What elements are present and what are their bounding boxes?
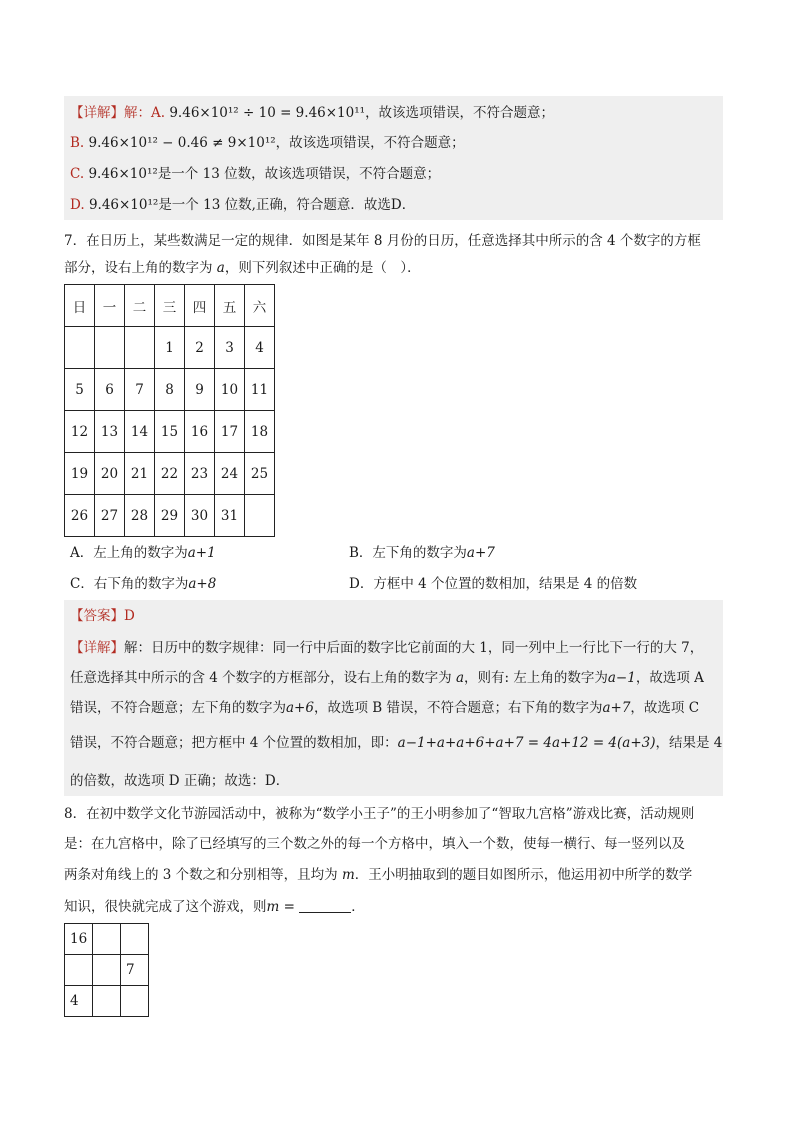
grid-cell — [65, 955, 93, 986]
grid-cell: 4 — [65, 986, 93, 1017]
answer-label: 【答案】 — [70, 608, 124, 624]
detail-label: 【详解】 — [70, 105, 124, 121]
calendar-cell: 19 — [65, 453, 95, 495]
q7-analysis-line5: 的倍数，故选项 D 正确；故选：D． — [70, 773, 290, 789]
weekday-header: 二 — [125, 285, 155, 327]
q7-option-b: B．左下角的数字为a+7 — [349, 545, 495, 561]
q7-stem-line1: 7．在日历上，某些数满足一定的规律．如图是某年 8 月份的日历，任意选择其中所示的含 4 个数字的方框 — [64, 233, 701, 249]
calendar-cell: 6 — [95, 369, 125, 411]
weekday-header: 五 — [215, 285, 245, 327]
q6-analysis-line1: 【详解】解：A. 9.46×10¹² ÷ 10 = 9.46×10¹¹，故该选项错误，不符合题意； — [70, 105, 555, 121]
calendar-cell: 23 — [185, 453, 215, 495]
grid-row — [65, 924, 149, 955]
q7-analysis-line4: 错误，不符合题意；把方框中 4 个位置的数相加，即：a−1+a+a+6+a+7 = 4a+12 = 4(a+3)，结果是 4 — [70, 735, 723, 751]
calendar-cell: 26 — [65, 495, 95, 537]
calendar-cell: 13 — [95, 411, 125, 453]
calendar-cell: 4 — [245, 327, 275, 369]
calendar-table — [64, 284, 275, 537]
calendar-cell: 1 — [155, 327, 185, 369]
calendar-cell: 5 — [65, 369, 95, 411]
q7-option-c: C．右下角的数字为a+8 — [70, 576, 217, 592]
answer-blank — [299, 898, 351, 913]
calendar-cell: 20 — [95, 453, 125, 495]
detail-label: 【详解】 — [70, 640, 124, 656]
calendar-cell: 25 — [245, 453, 275, 495]
weekday-header: 日 — [65, 285, 95, 327]
q8-stem-line4: 知识，很快就完成了这个游戏，则m = ． — [64, 899, 365, 915]
calendar-cell: 3 — [215, 327, 245, 369]
calendar-header-row — [65, 285, 275, 327]
calendar-cell: 14 — [125, 411, 155, 453]
calendar-cell: 17 — [215, 411, 245, 453]
calendar-cell — [65, 327, 95, 369]
weekday-header: 三 — [155, 285, 185, 327]
calendar-cell — [95, 327, 125, 369]
calendar-cell: 29 — [155, 495, 185, 537]
calendar-row — [65, 411, 275, 453]
calendar-cell: 10 — [215, 369, 245, 411]
calendar-cell: 31 — [215, 495, 245, 537]
q7-option-a: A．左上角的数字为a+1 — [70, 545, 216, 561]
calendar-cell: 8 — [155, 369, 185, 411]
q8-stem-line1: 8．在初中数学文化节游园活动中，被称为“数学小王子”的王小明参加了“智取九宫格”游戏比赛，活动规则 — [64, 806, 695, 822]
calendar-cell: 7 — [125, 369, 155, 411]
calendar-row — [65, 495, 275, 537]
calendar-cell: 16 — [185, 411, 215, 453]
answer-value: D — [124, 608, 135, 624]
weekday-header: 一 — [95, 285, 125, 327]
calendar-cell: 15 — [155, 411, 185, 453]
calendar-cell — [245, 495, 275, 537]
calendar-row — [65, 453, 275, 495]
weekday-header: 六 — [245, 285, 275, 327]
q7-option-d: D．方框中 4 个位置的数相加，结果是 4 的倍数 — [349, 576, 638, 592]
q8-stem-line3: 两条对角线上的 3 个数之和分别相等，且均为 m．王小明抽取到的题目如图所示，他运用初中所学的数学 — [64, 867, 693, 883]
grid-row — [65, 986, 149, 1017]
calendar-cell: 12 — [65, 411, 95, 453]
calendar-cell: 21 — [125, 453, 155, 495]
grid-cell: 16 — [65, 924, 93, 955]
grid-cell — [93, 955, 121, 986]
calendar-cell: 11 — [245, 369, 275, 411]
grid-cell — [121, 986, 149, 1017]
calendar-cell: 2 — [185, 327, 215, 369]
grid-cell — [93, 924, 121, 955]
calendar-cell: 22 — [155, 453, 185, 495]
q7-stem-line2: 部分，设右上角的数字为 a，则下列叙述中正确的是（ ）． — [64, 260, 421, 276]
q7-analysis-line2: 任意选择其中所示的含 4 个数字的方框部分，设右上角的数字为 a，则有: 左上角的数字为a−1，故选项 A — [70, 670, 704, 686]
grid-row — [65, 955, 149, 986]
calendar-row — [65, 327, 275, 369]
calendar-row — [65, 369, 275, 411]
q7-analysis-line1: 【详解】解：日历中的数字规律：同一行中后面的数字比它前面的大 1，同一列中上一行比下一行的大 7， — [70, 640, 704, 656]
grid-cell: 7 — [121, 955, 149, 986]
q6-analysis-line4: D. 9.46×10¹²是一个 13 位数,正确，符合题意．故选D． — [70, 197, 416, 213]
q6-analysis-line3: C. 9.46×10¹²是一个 13 位数，故该选项错误，不符合题意； — [70, 166, 441, 182]
calendar-cell: 30 — [185, 495, 215, 537]
calendar-cell — [125, 327, 155, 369]
q6-analysis-line2: B. 9.46×10¹² − 0.46 ≠ 9×10¹²，故该选项错误，不符合题意； — [70, 135, 465, 151]
calendar-cell: 9 — [185, 369, 215, 411]
calendar-cell: 24 — [215, 453, 245, 495]
q7-analysis-line3: 错误，不符合题意；左下角的数字为a+6，故选项 B 错误，不符合题意；右下角的数字为a+7，故选项 C — [70, 700, 700, 716]
calendar-cell: 18 — [245, 411, 275, 453]
calendar-cell: 27 — [95, 495, 125, 537]
weekday-header: 四 — [185, 285, 215, 327]
nine-square-grid — [64, 923, 149, 1017]
calendar-cell: 28 — [125, 495, 155, 537]
grid-cell — [93, 986, 121, 1017]
q8-stem-line2: 是：在九宫格中，除了已经填写的三个数之外的每一个方格中，填入一个数，使每一横行、每一竖列以及 — [64, 836, 685, 852]
q7-answer-line — [70, 606, 135, 626]
grid-cell — [121, 924, 149, 955]
